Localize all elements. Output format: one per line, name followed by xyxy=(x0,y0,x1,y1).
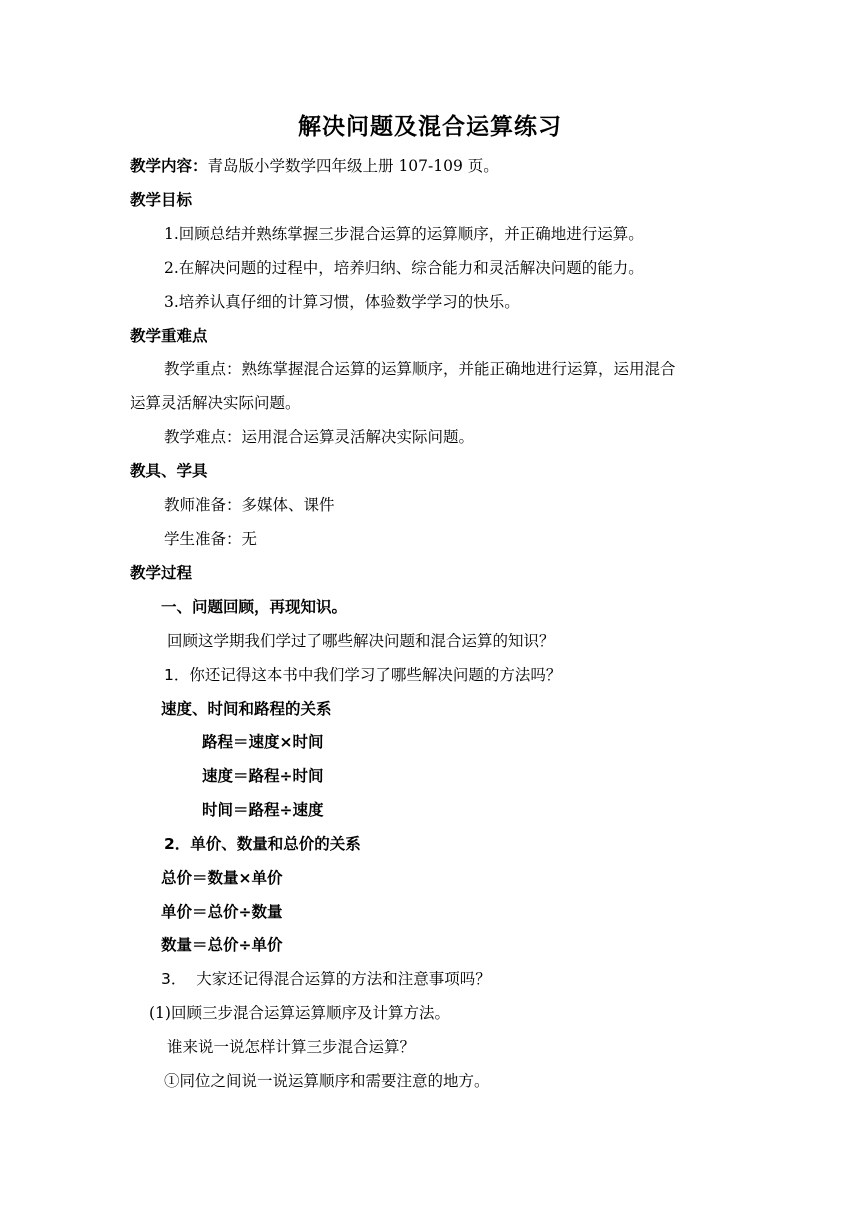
student-prep: 学生准备：无 xyxy=(164,530,258,548)
tools-heading: 教具、学具 xyxy=(130,462,208,480)
question-3: 3． 大家还记得混合运算的方法和注意事项吗？ xyxy=(161,970,491,988)
speed-formula: 速度＝路程÷时间 xyxy=(202,767,324,785)
objective-item: 2.在解决问题的过程中，培养归纳、综合能力和灵活解决问题的能力。 xyxy=(164,259,644,277)
key-difficulty: 教学难点：运用混合运算灵活解决实际问题。 xyxy=(164,428,475,446)
objective-item: 1.回顾总结并熟练掌握三步混合运算的运算顺序，并正确地进行运算。 xyxy=(164,225,644,243)
process-heading: 教学过程 xyxy=(130,564,193,582)
price-formula: 数量＝总价÷单价 xyxy=(161,936,283,954)
content-label: 教学内容： xyxy=(130,157,208,175)
price-formula: 总价＝数量×单价 xyxy=(161,869,283,887)
teacher-prep: 教师准备：多媒体、课件 xyxy=(164,496,335,514)
objectives-heading: 教学目标 xyxy=(130,191,193,209)
process-section-1: 一、问题回顾，再现知识。 xyxy=(161,598,348,616)
objective-item: 3.培养认真仔细的计算习惯，体验数学学习的快乐。 xyxy=(164,293,520,311)
key-focus-line-1: 教学重点：熟练掌握混合运算的运算顺序，并能正确地进行运算，运用混合 xyxy=(164,360,676,378)
question-1: 1．你还记得这本书中我们学习了哪些解决问题的方法吗？ xyxy=(164,666,562,684)
circled-item-1: ①同位之间说一说运算顺序和需要注意的地方。 xyxy=(164,1072,490,1090)
sub-question-1: (1)回顾三步混合运算运算顺序及计算方法。 xyxy=(149,1004,450,1022)
question-2: 2．单价、数量和总价的关系 xyxy=(164,835,361,853)
review-question: 回顾这学期我们学过了哪些解决问题和混合运算的知识？ xyxy=(167,632,555,650)
content-line xyxy=(130,155,499,177)
key-points-heading: 教学重难点 xyxy=(130,327,208,345)
key-focus-line-2: 运算灵活解决实际问题。 xyxy=(130,394,301,412)
content-text: 青岛版小学数学四年级上册 107-109 页。 xyxy=(207,157,499,175)
price-formula: 单价＝总价÷数量 xyxy=(161,903,283,921)
speed-heading: 速度、时间和路程的关系 xyxy=(161,700,332,718)
speed-formula: 时间＝路程÷速度 xyxy=(202,801,324,819)
page-title: 解决问题及混合运算练习 xyxy=(298,114,562,140)
speed-formula: 路程＝速度×时间 xyxy=(202,733,324,751)
ask-line: 谁来说一说怎样计算三步混合运算？ xyxy=(167,1038,416,1056)
